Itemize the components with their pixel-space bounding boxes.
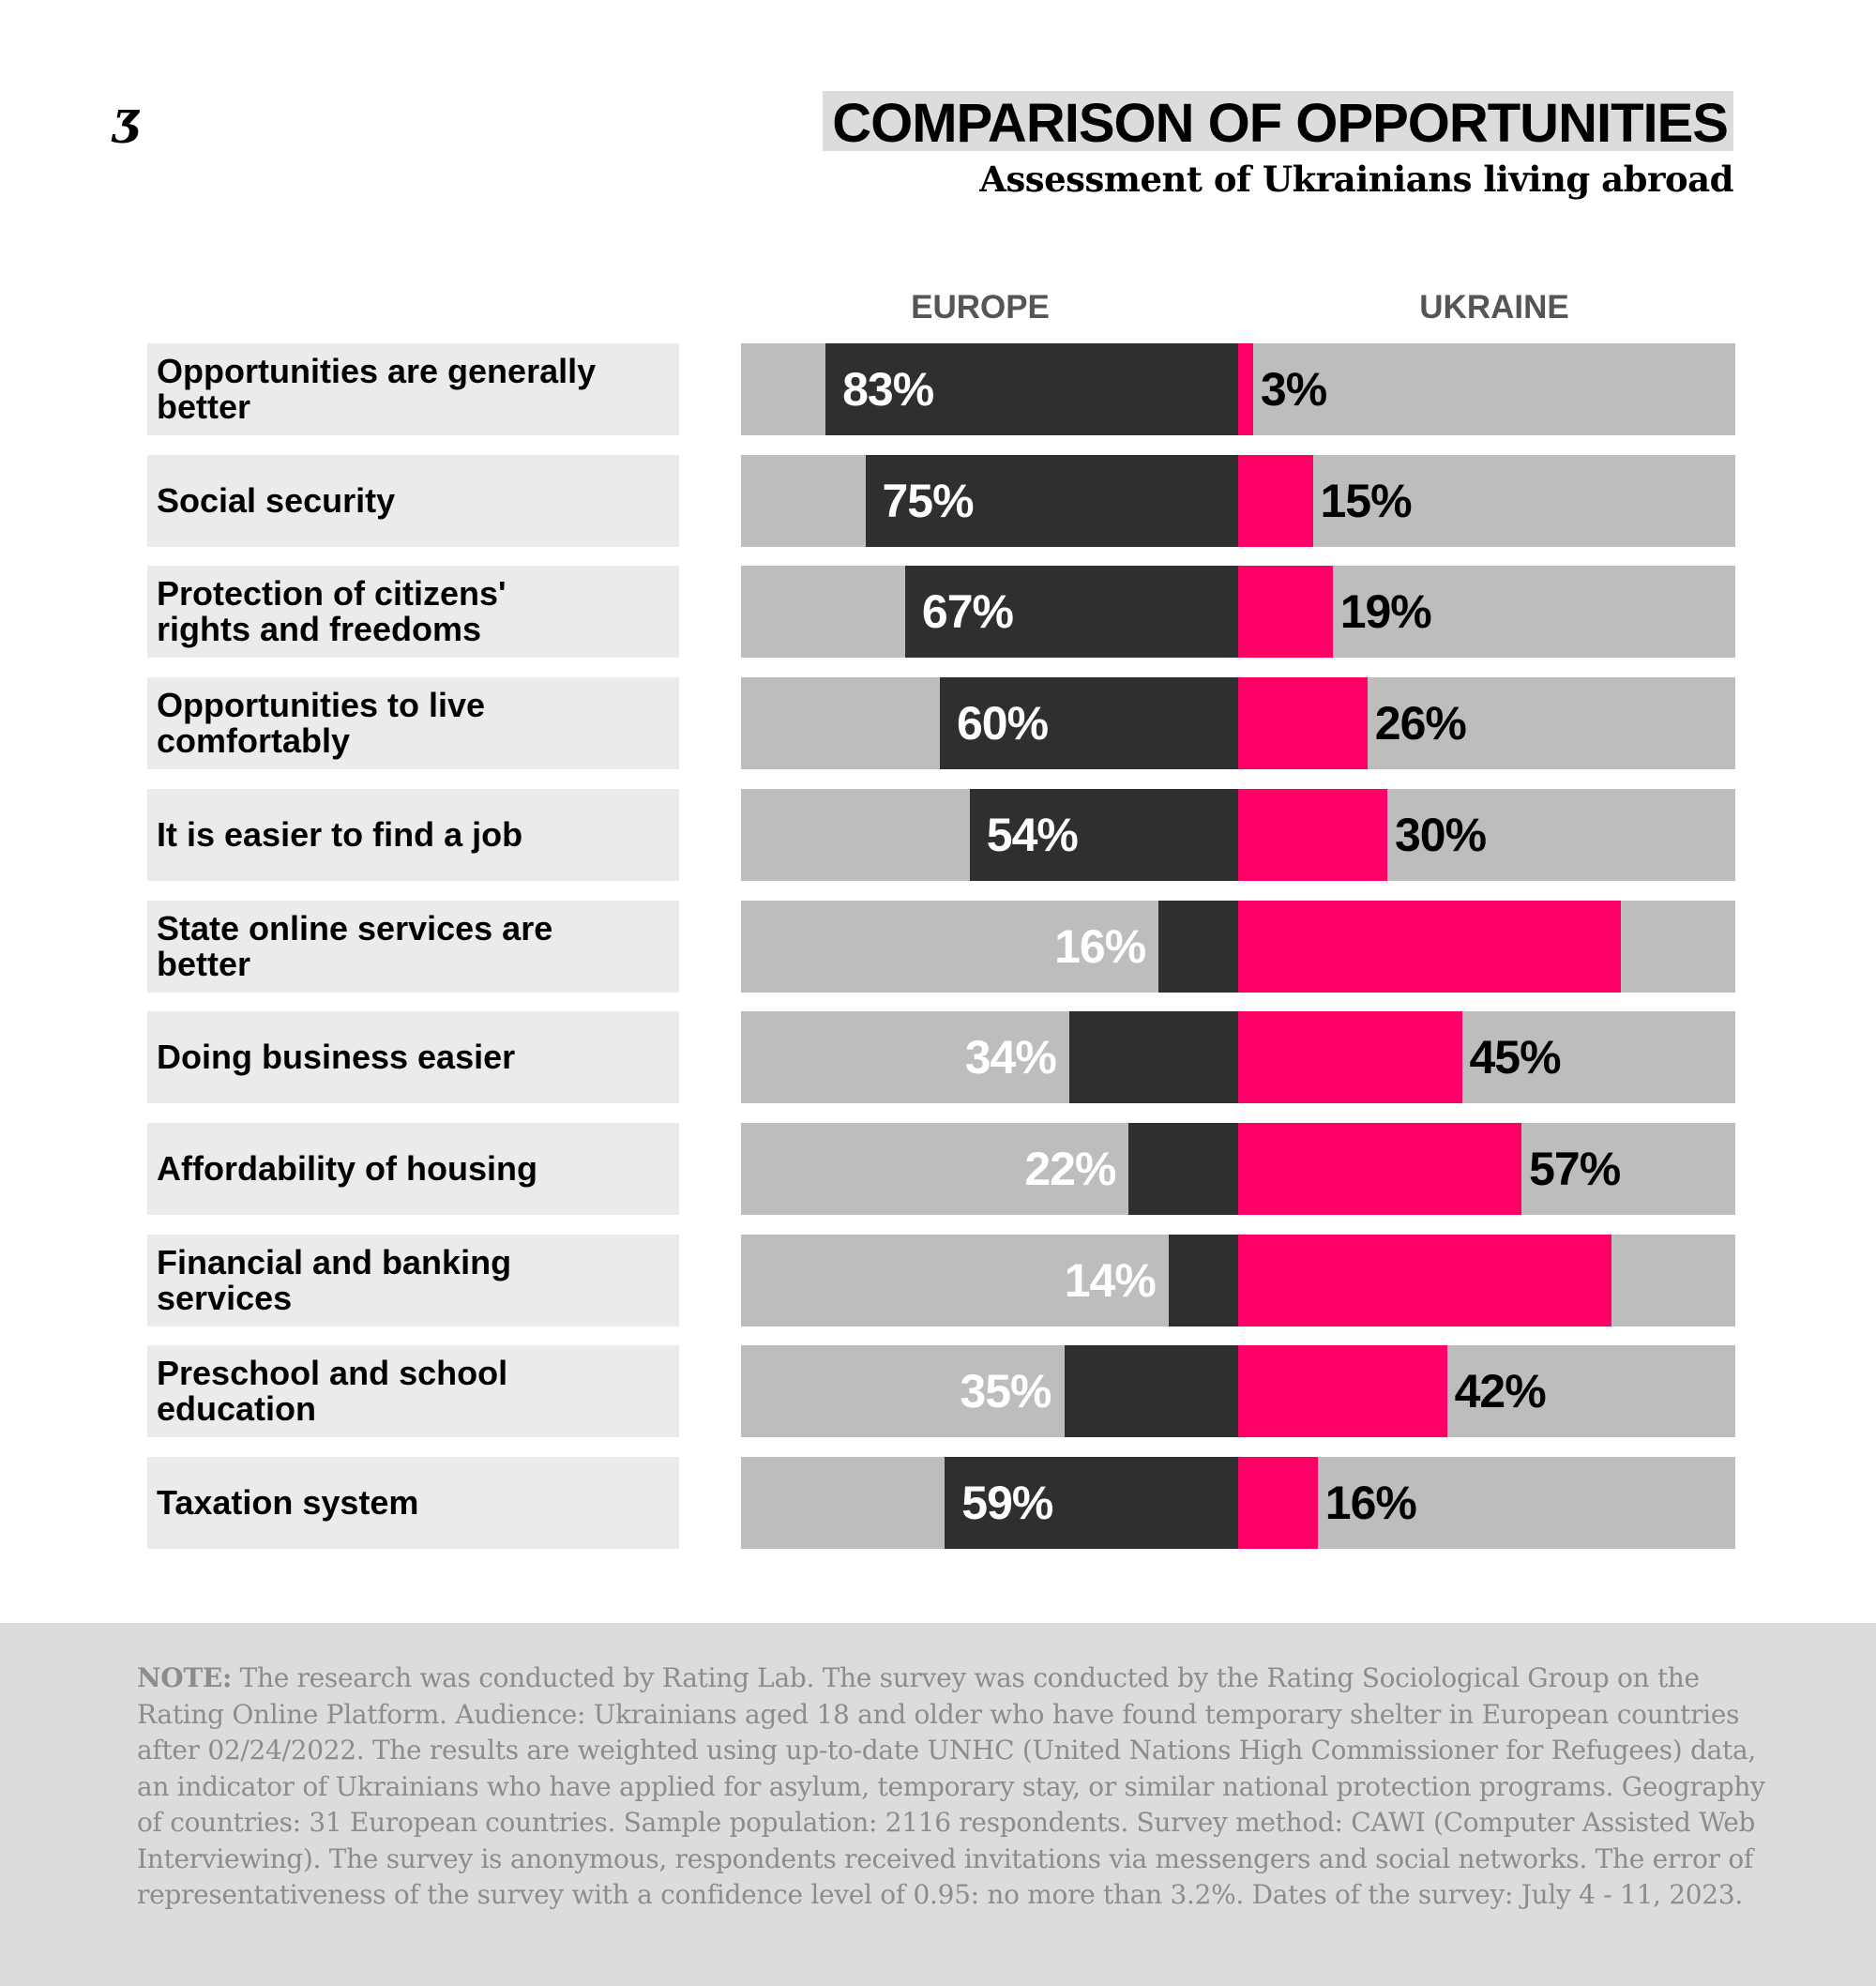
bar-track [741,1235,1735,1327]
ukraine-bar [1238,1123,1521,1215]
category-label-box [147,1345,679,1437]
ukraine-value-label: 3% [1260,363,1327,416]
bar-track [741,1457,1735,1549]
category-label: Affordability of housing [157,1149,537,1188]
europe-bar [1128,1123,1238,1215]
category-label: Opportunities to live comfortably [157,686,486,760]
category-label: Taxation system [157,1483,419,1522]
ukraine-value-label: 57% [1529,1143,1621,1195]
europe-bar [1169,1235,1238,1327]
ukraine-bar [1238,1011,1462,1103]
category-label: Social security [157,481,396,520]
europe-value-label: 67% [921,585,1013,638]
category-label-box [147,789,679,881]
ukraine-bar [1238,1235,1611,1327]
bar-track [741,1123,1735,1215]
ukraine-bar [1238,455,1313,547]
category-label-box [147,566,679,658]
europe-value-label: 83% [842,363,934,416]
europe-value-label: 34% [964,1031,1056,1084]
category-label-box [147,677,679,769]
brand-logo: Ʒ [113,101,143,154]
bar-track [741,566,1735,658]
bar-track [741,789,1735,881]
category-label-box [147,901,679,993]
bar-track [741,1345,1735,1437]
ukraine-value-label: 26% [1374,697,1466,750]
europe-value-label: 16% [1054,920,1146,973]
bar-track [741,677,1735,769]
ukraine-value-label: 30% [1395,809,1487,861]
europe-value-label: 75% [882,475,974,527]
europe-value-label: 54% [986,809,1078,861]
category-label-box [147,343,679,435]
title-block [823,91,1733,200]
category-label: Financial and banking services [157,1243,512,1317]
category-label: Opportunities are generally better [157,352,597,426]
category-label: It is easier to find a job [157,815,523,854]
europe-value-label: 22% [1024,1143,1116,1195]
ukraine-bar [1238,789,1387,881]
category-label: Doing business easier [157,1038,516,1076]
category-label: Protection of citizens' rights and freedoms [157,574,507,648]
note-text [137,1660,1773,1914]
category-label-box [147,1457,679,1549]
europe-bar [1069,1011,1238,1103]
ukraine-value-label: 15% [1320,475,1412,527]
ukraine-value-label: 19% [1339,585,1431,638]
column-header-ukraine: UKRAINE [1419,289,1569,326]
ukraine-bar [1238,1457,1318,1549]
page-title: COMPARISON OF OPPORTUNITIES [823,91,1733,151]
europe-bar [1065,1345,1239,1437]
column-header-europe: EUROPE [911,289,1050,326]
ukraine-value-label: 45% [1469,1031,1561,1084]
ukraine-bar [1238,566,1333,658]
bar-track [741,901,1735,993]
europe-value-label: 60% [957,697,1049,750]
ukraine-bar [1238,677,1368,769]
note-body: The research was conducted by Rating Lab. The survey was conducted by the Rating Sociological Group on the Rating Online Platform. Audience: Ukrainians aged 18 and older who have found temporary shelter in European countries after 02/24/2022. The results are weighted using up-to-date UNHC (United Nations High Commissioner for Refugees) data, an indicator of Ukrainians who have applied for asylum, temporary stay, or similar national protection programs. Geography of countries: 31 European countries. Sample population: 2116 respondents. Survey method: CAWI (Computer Assisted Web Interviewing). The survey is anonymous, respondents received invitations via messengers and social networks. The error of representativeness of the survey with a confidence level of 0.95: no more than 3.2%. Dates of the survey: July 4 - 11, 2023. [137,1662,1765,1910]
ukraine-value-label: 16% [1324,1477,1416,1529]
category-label: State online services are better [157,909,553,983]
category-label-box [147,1011,679,1103]
bar-track [741,1011,1735,1103]
category-label: Preschool and school education [157,1354,508,1428]
europe-bar [1158,901,1238,993]
ukraine-bar [1238,901,1621,993]
bar-track [741,455,1735,547]
ukraine-bar [1238,343,1253,435]
europe-value-label: 59% [961,1477,1053,1529]
category-label-box [147,455,679,547]
ukraine-value-label: 42% [1454,1365,1546,1417]
page-subtitle: Assessment of Ukrainians living abroad [979,159,1733,200]
ukraine-bar [1238,1345,1447,1437]
europe-value-label: 35% [960,1365,1051,1417]
footer-note [0,1623,1876,1986]
category-label-box [147,1235,679,1327]
category-label-box [147,1123,679,1215]
europe-value-label: 14% [1064,1254,1156,1307]
bar-track [741,343,1735,435]
note-label: NOTE: [137,1662,232,1693]
